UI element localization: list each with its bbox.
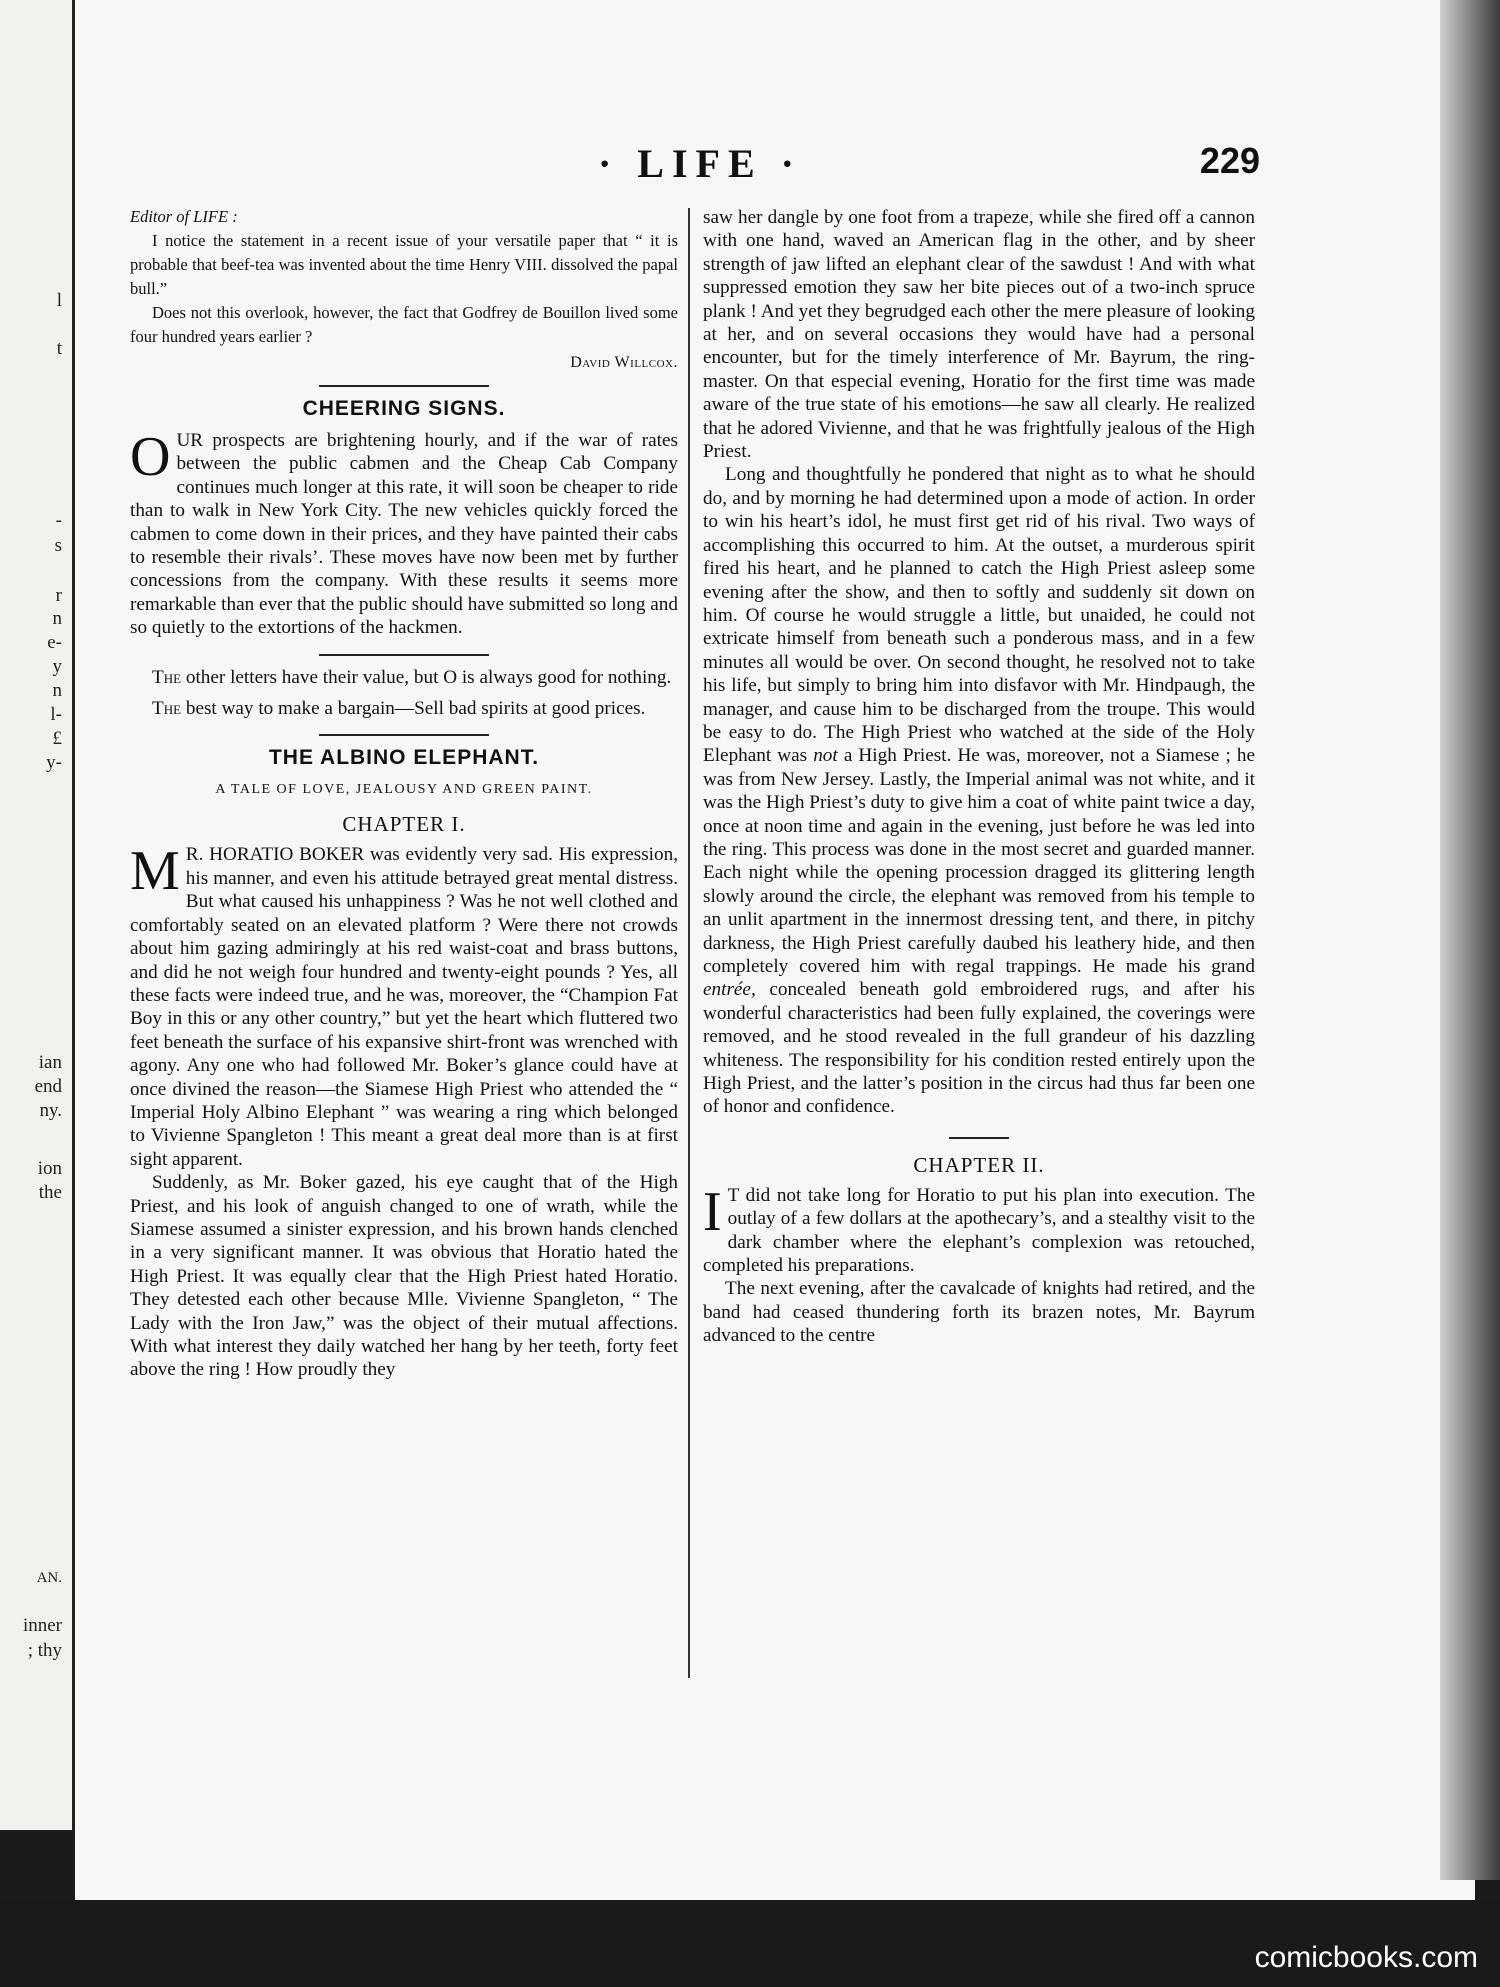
drop-cap: I: [703, 1180, 722, 1243]
prev-page-fragment: l-: [50, 704, 62, 725]
story-tagline: A TALE OF LOVE, JEALOUSY AND GREEN PAINT.: [215, 782, 593, 798]
column-divider: [688, 208, 690, 1678]
section-rule: [319, 654, 489, 656]
albino-elephant-heading: THE ALBINO ELEPHANT.: [268, 746, 540, 770]
previous-page-edge: [0, 0, 75, 1830]
chapter-one-continued: [703, 206, 1255, 1119]
prev-page-fragment: -: [55, 510, 62, 531]
prev-page-fragment: n: [52, 680, 62, 701]
page-number: 229: [1199, 140, 1260, 181]
letter-to-editor: [130, 205, 678, 375]
paragraph: R. HORATIO BOKER was evidently very sad. His expression, his manner, and even his attitude betrayed great mental distress. But what caused his unhappiness ? Was he not well clothed and comfortably seated on an elevated platform ? Were there not crowds about him gazing admiringly at his red waist-coat and brass buttons, and did he not weigh four hundred and twenty-eight pounds ? Yes, all these facts were indeed true, and he was, moreover, the “Champion Fat Boy in this or any other country,” but yet the heart which fluttered two feet beneath the surface of his expansive shirt-front was wrenched with agony. Any one who had followed Mr. Boker’s glance could have at once divined the reason—the Siamese High Priest who attended the “ Imperial Holy Albino Elephant ” was wearing a ring which belonged to Vivienne Spangleton ! This meant a great deal more than is at first sight apparent.: [130, 844, 678, 1170]
chapter-one-title: CHAPTER I.: [342, 812, 466, 837]
paragraph-part: concealed beneath gold embroidered rugs, and after his wonderful characteristics had been fully explained, the coverings were removed, and he stood revealed in the full grandeur of his dazzling whiteness. The responsibility for his condition rested entirely upon the High Priest, and the latter’s position in the circus had thus far been one of honor and confidence.: [703, 979, 1255, 1118]
left-column: [130, 205, 678, 1382]
letter-paragraph: I notice the statement in a recent issue of your versatile paper that “ it is probable that beef-tea was invented about the time Henry VIII. dissolved the papal bull.”: [130, 231, 678, 298]
prev-page-fragment: l: [56, 290, 62, 311]
emphasis-not: not: [813, 745, 838, 767]
section-rule: [949, 1137, 1009, 1139]
drop-cap: M: [130, 840, 180, 903]
paragraph: Suddenly, as Mr. Boker gazed, his eye caught that of the High Priest, and his look of anguish changed to one of wrath, while the Siamese assumed a sinister expression, and his brown hands clenched in a very significant manner. It was obvious that Horatio hated the High Priest. It was equally clear that the High Priest hated Horatio. They detested each other because Mlle. Vivienne Spangleton, “ The Lady with the Iron Jaw,” was the object of their mutual affections. With what interest they daily watched her hang by her teeth, forty feet above the ring ! How proudly they: [130, 1172, 678, 1381]
article-text: UR prospects are brightening hourly, and if the war of rates between the public cabmen and the Cheap Cab Company continues much longer at this rate, it will soon be cheaper to ride than to walk in New York City. The new vehicles quickly forced the cabmen to come down in their prices, and they have painted their cabs to resemble their rivals’. These moves have now been met by further concessions from the company. With these results it seems more remarkable than ever that the public should have submitted so long and so quietly to the extortions of the hackmen.: [130, 430, 678, 639]
page-gutter-shadow: [1440, 0, 1500, 1880]
masthead: [140, 140, 1260, 190]
prev-page-fragment: ny.: [39, 1100, 62, 1121]
emphasis-entree: entrée,: [703, 979, 756, 1001]
paragraph-part: Long and thoughtfully he pondered that night as to what he should do, and by morning he had determined upon a mode of action. In order to win his heart’s idol, he must first get rid of his rival. Two ways of accomplishing this occurred to him. At the outset, a murderous spirit fired his heart, and he planned to catch the High Priest asleep some evening after the show, and then to softly and suddenly sit down on him. Of course he would struggle a little, but unaided, he could not extricate himself from beneath such a ponderous mass, and in a few minutes all would be over. On second thought, he resolved not to take his life, but simply to bring him into disfavor with Mr. Hindpaugh, the manager, and cause him to be discharged from the troupe. This would be easy to do. The High Priest who watched at the side of the Holy Elephant was: [703, 464, 1255, 767]
prev-page-fragment: end: [34, 1076, 62, 1097]
quip-text: best way to make a bargain—Sell bad spirits at good prices.: [181, 698, 646, 720]
prev-page-fragment: y-: [46, 752, 62, 773]
paragraph-part: a High Priest. He was, moreover, not a Siamese ; he was from New Jersey. Lastly, the Imperial animal was not white, and it was the High Priest’s duty to give him a coat of white paint twice a day, once at noon time and again in the evening, just before he was led into the ring. This process was done in the most secret and guarded manner. Each night while the opening procession dragged its glittering length slowly around the circle, the elephant was removed from his temple to an unlit apartment in the innermost dressing tent, and there, in pitchy darkness, the High Priest carefully daubed his leathery hide, and then completely covered him with regal trappings. He made his grand: [703, 745, 1255, 977]
prev-page-fragment: £: [52, 728, 62, 749]
prev-page-fragment: s: [54, 535, 62, 556]
chapter-two-title: CHAPTER II.: [913, 1152, 1045, 1177]
quip: [130, 666, 678, 689]
cheering-signs-heading: CHEERING SIGNS.: [302, 397, 506, 420]
prev-page-fragment: inner: [22, 1615, 62, 1636]
paragraph: The next evening, after the cavalcade of knights had retired, and the band had ceased thundering forth its brazen notes, Mr. Bayrum advanced to the centre: [703, 1278, 1255, 1347]
prev-page-fragment: ion: [37, 1158, 62, 1179]
section-rule: [319, 734, 489, 736]
quip-lead: The: [152, 666, 182, 688]
quip: [130, 697, 678, 720]
prev-page-fragment: ; thy: [27, 1640, 62, 1661]
magazine-title: · LIFE ·: [597, 141, 803, 186]
letter-signature: David Willcox.: [570, 354, 678, 371]
prev-page-fragment: t: [56, 338, 62, 359]
chapter-two-text: [703, 1180, 1255, 1348]
prev-page-fragment: e-: [47, 632, 62, 653]
paragraph: T did not take long for Horatio to put his plan into execution. The outlay of a few dollars at the apothecary’s, and a stealthy visit to the dark chamber where the elephant’s complexion was retouched, completed his preparations.: [703, 1184, 1255, 1277]
paragraph: saw her dangle by one foot from a trapeze, while she fired off a cannon with one hand, waved an American flag in the other, and by sheer strength of jaw lifted an elephant clear of the sawdust ! And with what suppressed emotion they saw her bite pieces out of a two-inch spruce plank ! And yet they begrudged each other the mere pleasure of looking at her, and on several occasions they would have had a personal encounter, but for the timely interference of Mr. Bayrum, the ring-master. On that especial evening, Horatio for the first time was made aware of the true state of his emotions—he saw all clearly. He realized that he adored Vivienne, and that he was frightfully jealous of the High Priest.: [703, 207, 1255, 463]
prev-page-fragment: ian: [38, 1052, 62, 1073]
quip-lead: The: [152, 698, 182, 720]
quip-text: other letters have their value, but O is always good for nothing.: [181, 666, 672, 688]
watermark-logo: comicbooks.com: [1254, 1941, 1478, 1974]
prev-page-fragment: AN.: [36, 1570, 62, 1586]
letter-salutation: Editor of LIFE :: [130, 207, 238, 226]
prev-page-fragment: n: [52, 608, 62, 629]
prev-page-fragment: r: [55, 585, 62, 606]
section-rule: [319, 385, 489, 387]
drop-cap: O: [130, 426, 171, 488]
prev-page-fragment: the: [38, 1182, 62, 1203]
chapter-one-text: [130, 840, 678, 1381]
right-column: [703, 206, 1255, 1348]
letter-paragraph: Does not this overlook, however, the fact that Godfrey de Bouillon lived some four hundred years earlier ?: [130, 303, 678, 346]
paragraph: [703, 463, 1255, 1118]
prev-page-fragment: y: [52, 656, 62, 677]
cheering-signs-article: [130, 426, 678, 640]
